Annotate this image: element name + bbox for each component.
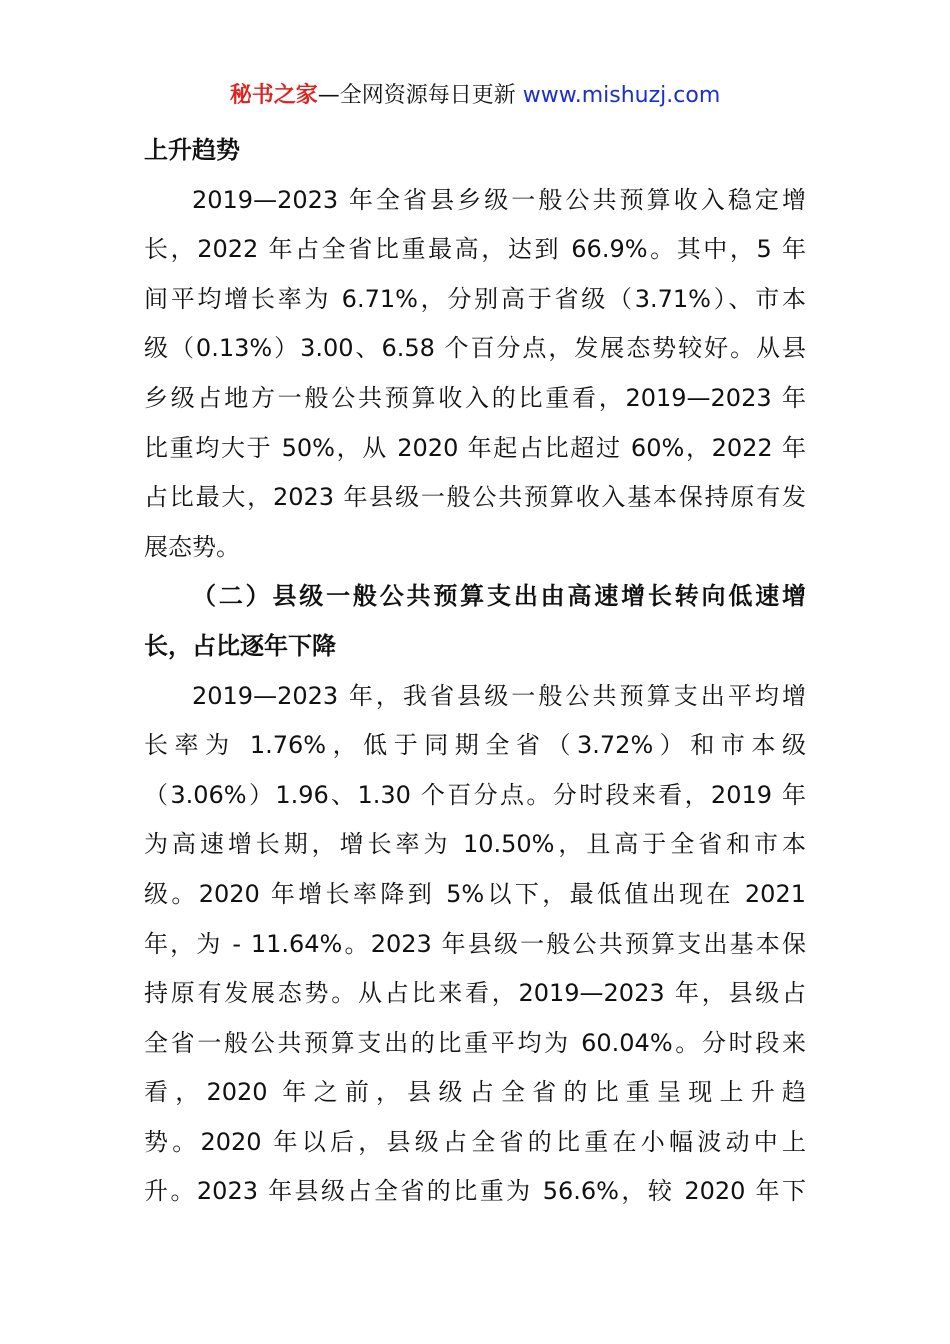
- brand-name: 秘书之家: [229, 83, 318, 108]
- paragraph-line: 占比最大，2023 年县级一般公共预算收入基本保持原有发: [144, 483, 806, 512]
- paragraph-line: 展态势。: [144, 532, 240, 561]
- paragraph-line: 长，2022 年占全省比重最高，达到 66.9%。其中，5 年: [144, 235, 806, 264]
- paragraph-line: 比重均大于 50%，从 2020 年起占比超过 60%，2022 年: [144, 433, 806, 462]
- paragraph-line: 升。2023 年县级占全省的比重为 56.6%，较 2020 年下: [144, 1177, 806, 1206]
- site-header: [0, 80, 950, 112]
- section-heading: （二）县级一般公共预算支出由高速增长转向低速增: [192, 582, 806, 611]
- paragraph-line: 级。2020 年增长率降到 5%以下，最低值出现在 2021: [144, 879, 806, 908]
- paragraph-line: 2019—2023 年，我省县级一般公共预算支出平均增: [192, 681, 806, 710]
- paragraph-line: 看，2020 年之前，县级占全省的比重呈现上升趋: [144, 1078, 806, 1107]
- paragraph-line: 2019—2023 年全省县乡级一般公共预算收入稳定增: [192, 185, 806, 214]
- paragraph-line: 间平均增长率为 6.71%，分别高于省级（3.71%）、市本: [144, 284, 806, 313]
- paragraph-line: 持原有发展态势。从占比来看，2019—2023 年，县级占: [144, 979, 806, 1008]
- section-heading-continuation: 上升趋势: [144, 136, 240, 164]
- paragraph-line: 势。2020 年以后，县级占全省的比重在小幅波动中上: [144, 1127, 806, 1156]
- header-tagline: —全网资源每日更新: [317, 83, 523, 108]
- paragraph-line: 全省一般公共预算支出的比重平均为 60.04%。分时段来: [144, 1028, 806, 1057]
- paragraph-line: 年，为 - 11.64%。2023 年县级一般公共预算支出基本保: [144, 929, 806, 958]
- paragraph-line: 长率为 1.76%，低于同期全省（3.72%）和市本级: [144, 731, 806, 760]
- paragraph-line: （3.06%）1.96、1.30 个百分点。分时段来看，2019 年: [144, 780, 806, 809]
- paragraph-line: 为高速增长期，增长率为 10.50%，且高于全省和市本: [144, 830, 806, 859]
- document-body: [144, 126, 806, 1217]
- section-heading: 长，占比逐年下降: [144, 631, 336, 660]
- site-url-link[interactable]: www.mishuzj.com: [522, 83, 721, 108]
- paragraph-line: 乡级占地方一般公共预算收入的比重看，2019—2023 年: [144, 383, 806, 412]
- paragraph-line: 级（0.13%）3.00、6.58 个百分点，发展态势较好。从县: [144, 334, 806, 363]
